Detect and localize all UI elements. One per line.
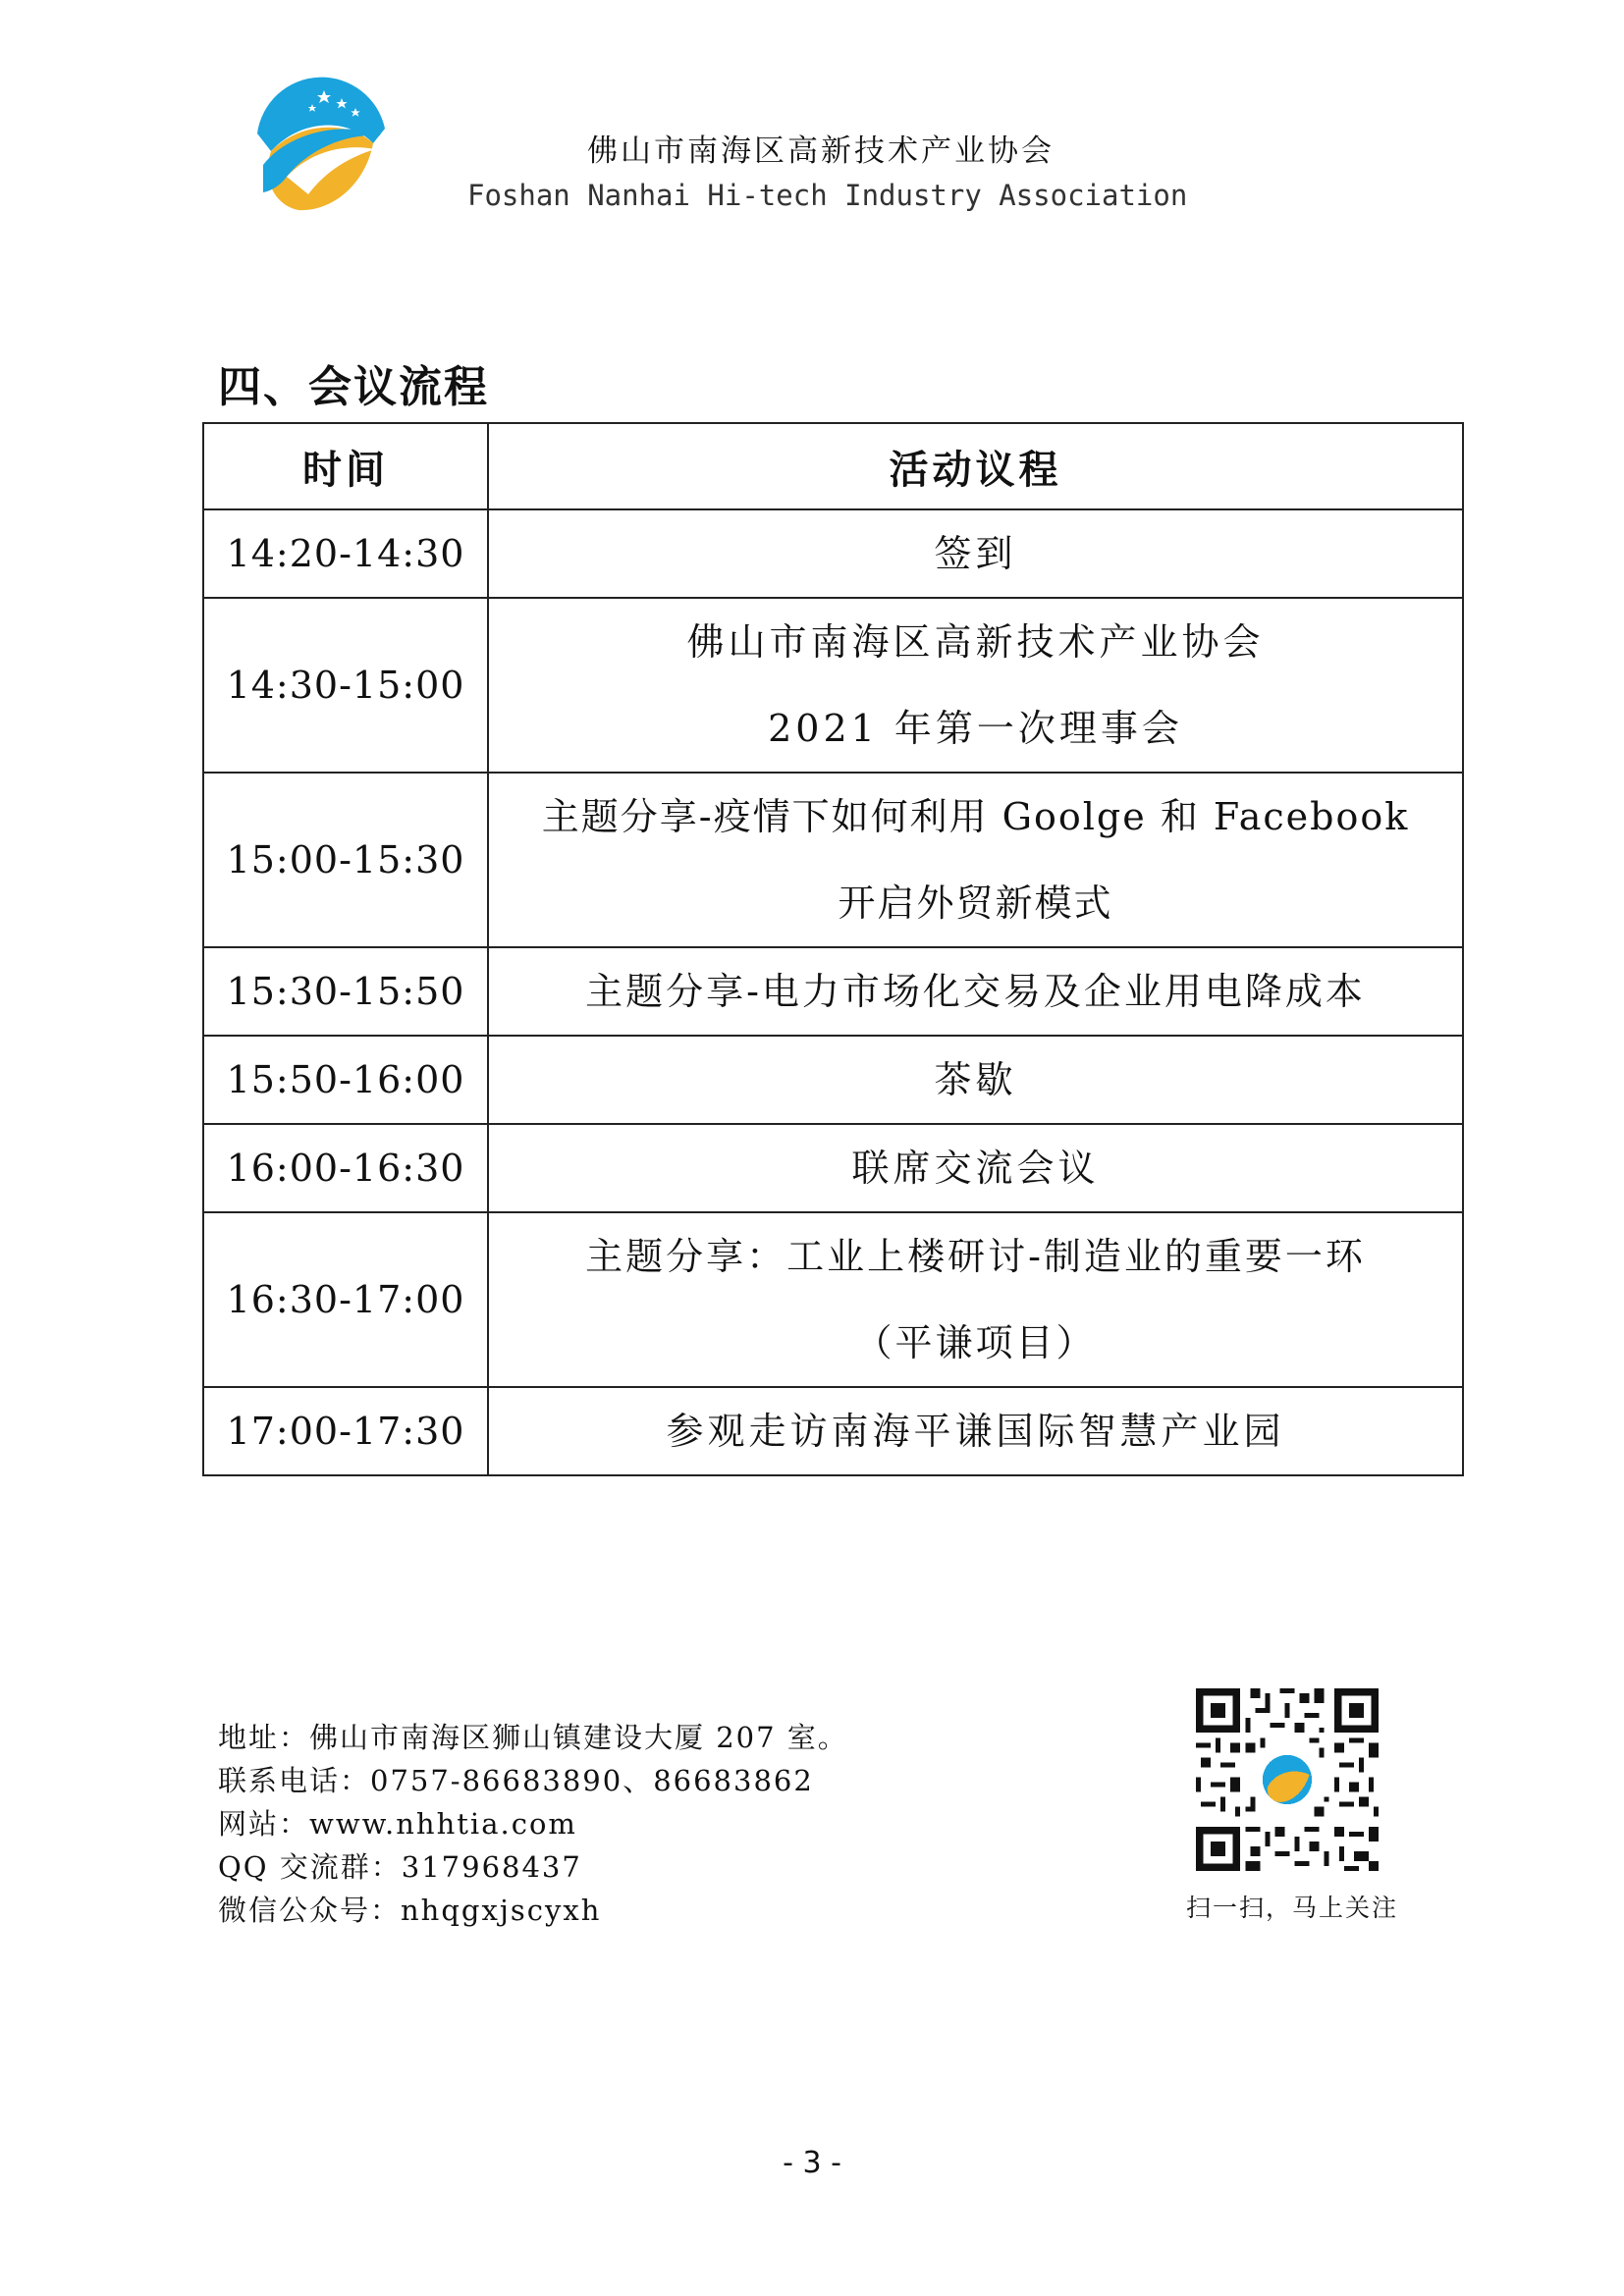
activity-line: 签到: [934, 532, 1017, 575]
org-name-en: Foshan Nanhai Hi-tech Industry Association: [467, 179, 1188, 212]
org-name-cn: 佛山市南海区高新技术产业协会: [587, 133, 1055, 169]
row-time: 15:50-16:00: [203, 1036, 488, 1124]
contact-qq-group: QQ 交流群：317968437: [218, 1850, 582, 1884]
row-time: 14:20-14:30: [203, 509, 488, 598]
row-time: 16:30-17:00: [203, 1212, 488, 1387]
activity-line: 主题分享-电力市场化交易及企业用电降成本: [585, 970, 1366, 1013]
row-time: 17:00-17:30: [203, 1387, 488, 1475]
table-header-row: [203, 423, 1463, 509]
activity-line: 主题分享-疫情下如何利用 Goolge 和 Facebook: [541, 795, 1410, 838]
row-time: 16:00-16:30: [203, 1124, 488, 1212]
header-activity: 活动议程: [488, 423, 1463, 509]
table-row: [203, 1124, 1463, 1212]
activity-line: 开启外贸新模式: [838, 881, 1113, 925]
activity-line: 佛山市南海区高新技术产业协会: [686, 620, 1265, 664]
activity-line: 2021 年第一次理事会: [768, 707, 1183, 750]
header-time: 时间: [203, 423, 488, 509]
row-activity: [488, 1212, 1463, 1387]
contact-phone: 联系电话：0757-86683890、86683862: [218, 1764, 814, 1797]
qr-code-icon: [1196, 1688, 1379, 1871]
row-activity: [488, 509, 1463, 598]
activity-line: 茶歇: [934, 1058, 1017, 1101]
row-time: 15:00-15:30: [203, 773, 488, 947]
row-activity: [488, 1124, 1463, 1212]
row-time: 15:30-15:50: [203, 947, 488, 1036]
table-row: [203, 1212, 1463, 1387]
table-row: [203, 598, 1463, 773]
table-row: [203, 1387, 1463, 1475]
table-row: [203, 947, 1463, 1036]
activity-line: （平谦项目）: [854, 1321, 1097, 1364]
activity-line: 主题分享：工业上楼研讨-制造业的重要一环: [585, 1235, 1366, 1278]
contact-wechat: 微信公众号：nhqgxjscyxh: [218, 1894, 602, 1927]
row-time: 14:30-15:00: [203, 598, 488, 773]
activity-line: 参观走访南海平谦国际智慧产业园: [666, 1410, 1285, 1453]
section-heading: 四、会议流程: [218, 362, 489, 412]
contact-address: 地址：佛山市南海区狮山镇建设大厦 207 室。: [218, 1721, 848, 1754]
qr-caption: 扫一扫，马上关注: [1186, 1894, 1399, 1922]
table-row: [203, 1036, 1463, 1124]
row-activity: [488, 773, 1463, 947]
table-row: [203, 773, 1463, 947]
contact-website[interactable]: 网站：www.nhhtia.com: [218, 1807, 577, 1841]
row-activity: [488, 1387, 1463, 1475]
table-row: [203, 509, 1463, 598]
agenda-table: [202, 422, 1464, 1476]
row-activity: [488, 1036, 1463, 1124]
page-number: - 3 -: [783, 2146, 841, 2180]
activity-line: 联席交流会议: [851, 1147, 1100, 1190]
row-activity: [488, 947, 1463, 1036]
contact-info: [218, 1716, 848, 1932]
row-activity: [488, 598, 1463, 773]
association-logo-icon: [247, 75, 395, 222]
